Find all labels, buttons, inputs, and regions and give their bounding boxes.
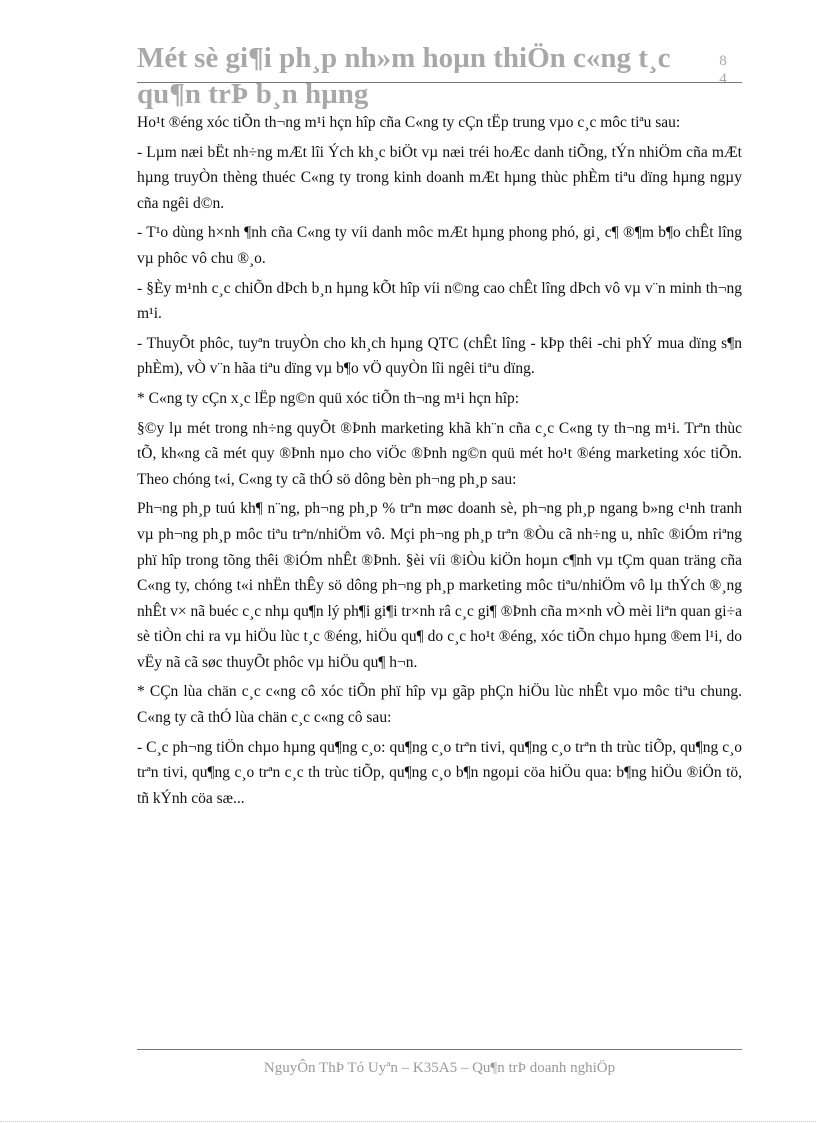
- paragraph-tools-heading: * CÇn lùa chän c¸c c«ng cô xóc tiÕn phï hîp vµ gãp phÇn hiÖu lùc nhÊt vµo môc tiªu chung. C«ng ty cã thÓ lùa chän c¸c c«ng cô sau:: [137, 683, 742, 727]
- paragraph-intro: Ho¹t ®éng xóc tiÕn th¬ng m¹i hçn hîp cña C«ng ty cÇn tËp trung vµo c¸c môc tiªu sau:: [137, 114, 681, 131]
- paragraph-goal-1: - Lµm næi bËt nh÷ng mÆt lîi Ých kh¸c biÖt vµ næi tréi hoÆc danh tiÕng, tÝn nhiÖm cña mÆt hµng truyÒn thèng thuéc C«ng ty trong kinh doanh mÆt hµng thùc phÈm tiªu dïng hµng ngµy cña ngêi d©n.: [137, 143, 742, 212]
- paragraph-goal-3: - §Èy m¹nh c¸c chiÕn dÞch b¸n hµng kÕt hîp víi n©ng cao chÊt lîng dÞch vô vµ v¨n minh th¬ng m¹i.: [137, 279, 742, 323]
- footer-divider: [137, 1049, 742, 1050]
- page-number-top: 8: [719, 53, 727, 69]
- paragraph-tools-list: - C¸c ph¬ng tiÖn chµo hµng qu¶ng c¸o: qu¶ng c¸o trªn tivi, qu¶ng c¸o trªn th trùc tiÕp, qu¶ng c¸o trªn tivi, qu¶ng c¸o trªn c¸c th trùc tiÕp, qu¶ng c¸o b¶n ngoµi cöa hiÖu qua: b¶ng hiÖu ®iÖn tö, tñ kÝnh cöa sæ...: [137, 738, 742, 807]
- page-header-title: Mét sè gi¶i ph¸p nh»m hoµn thiÖn c«ng t¸c qu¶n trÞ b¸n hµng: [137, 42, 671, 110]
- page-footer: NguyÔn ThÞ Tó Uyªn – K35A5 – Qu¶n trÞ doanh nghiÖp: [263, 1060, 616, 1076]
- paragraph-budget-heading: * C«ng ty cÇn x¸c lËp ng©n quü xóc tiÕn th¬ng m¹i hçn hîp:: [137, 389, 520, 407]
- paragraph-budget-methods: Ph¬ng ph¸p tuú kh¶ n¨ng, ph¬ng ph¸p % trªn møc doanh sè, ph¬ng ph¸p ngang b»ng c¹nh tranh vµ ph¬ng ph¸p môc tiªu trªn/nhiÖm vô. Mçi ph¬ng ph¸p trªn ®Òu cã nh÷ng u, nhîc ®iÓm riªng phï hîp trong tõng thêi ®iÓm nhÊt ®Þnh. §èi víi ®iÒu kiÖn hoµn c¶nh vµ tÇm quan träng cña C«ng ty, chóng t«i nhËn thÊy sö dông ph¬ng ph¸p marketing môc tiªu/nhiÖm vô lµ thÝch ®¸ng nhÊt v× nã buéc c¸c nhµ qu¶n lý ph¶i gi¶i tr×nh râ c¸c gi¶ ®Þnh cña m×nh vÒ mèi liªn quan gi÷a sè tiÒn chi ra vµ hiÖu lùc t¸c ®éng, hiÖu qu¶ do c¸c ho¹t ®éng, xóc tiÕn chµo hµng ®em l¹i, do vËy nã cã søc thuyÕt phôc vµ hiÖu qu¶ h¬n.: [137, 500, 742, 671]
- header-divider: [137, 82, 742, 83]
- page-bottom-edge: [0, 1121, 816, 1122]
- paragraph-goal-4: - ThuyÕt phôc, tuyªn truyÒn cho kh¸ch hµng QTC (chÊt lîng - kÞp thêi -chi phÝ mua dïng s¶n phÈm), vÒ v¨n hãa tiªu dïng vµ b¶o vÖ quyÒn lîi ngêi tiªu dïng.: [137, 334, 742, 378]
- paragraph-goal-2: - T¹o dùng h×nh ¶nh cña C«ng ty víi danh môc mÆt hµng phong phó, gi¸ c¶ ®¶m b¶o chÊt lîng vµ phôc vô chu ®¸o.: [137, 224, 742, 267]
- paragraph-budget-intro: §©y lµ mét trong nh÷ng quyÕt ®Þnh marketing khã kh¨n cña c¸c C«ng ty th¬ng m¹i. Trªn thùc tÕ, kh«ng cã mét quy ®Þnh nµo cho viÖc ®Þnh ng©n quü mét ho¹t ®éng marketing xóc tiÕn. Theo chóng t«i, C«ng ty cã thÓ sö dông bèn ph¬ng ph¸p sau:: [137, 419, 742, 488]
- document-body: [137, 110, 742, 815]
- page-number-bottom: 4: [719, 71, 727, 87]
